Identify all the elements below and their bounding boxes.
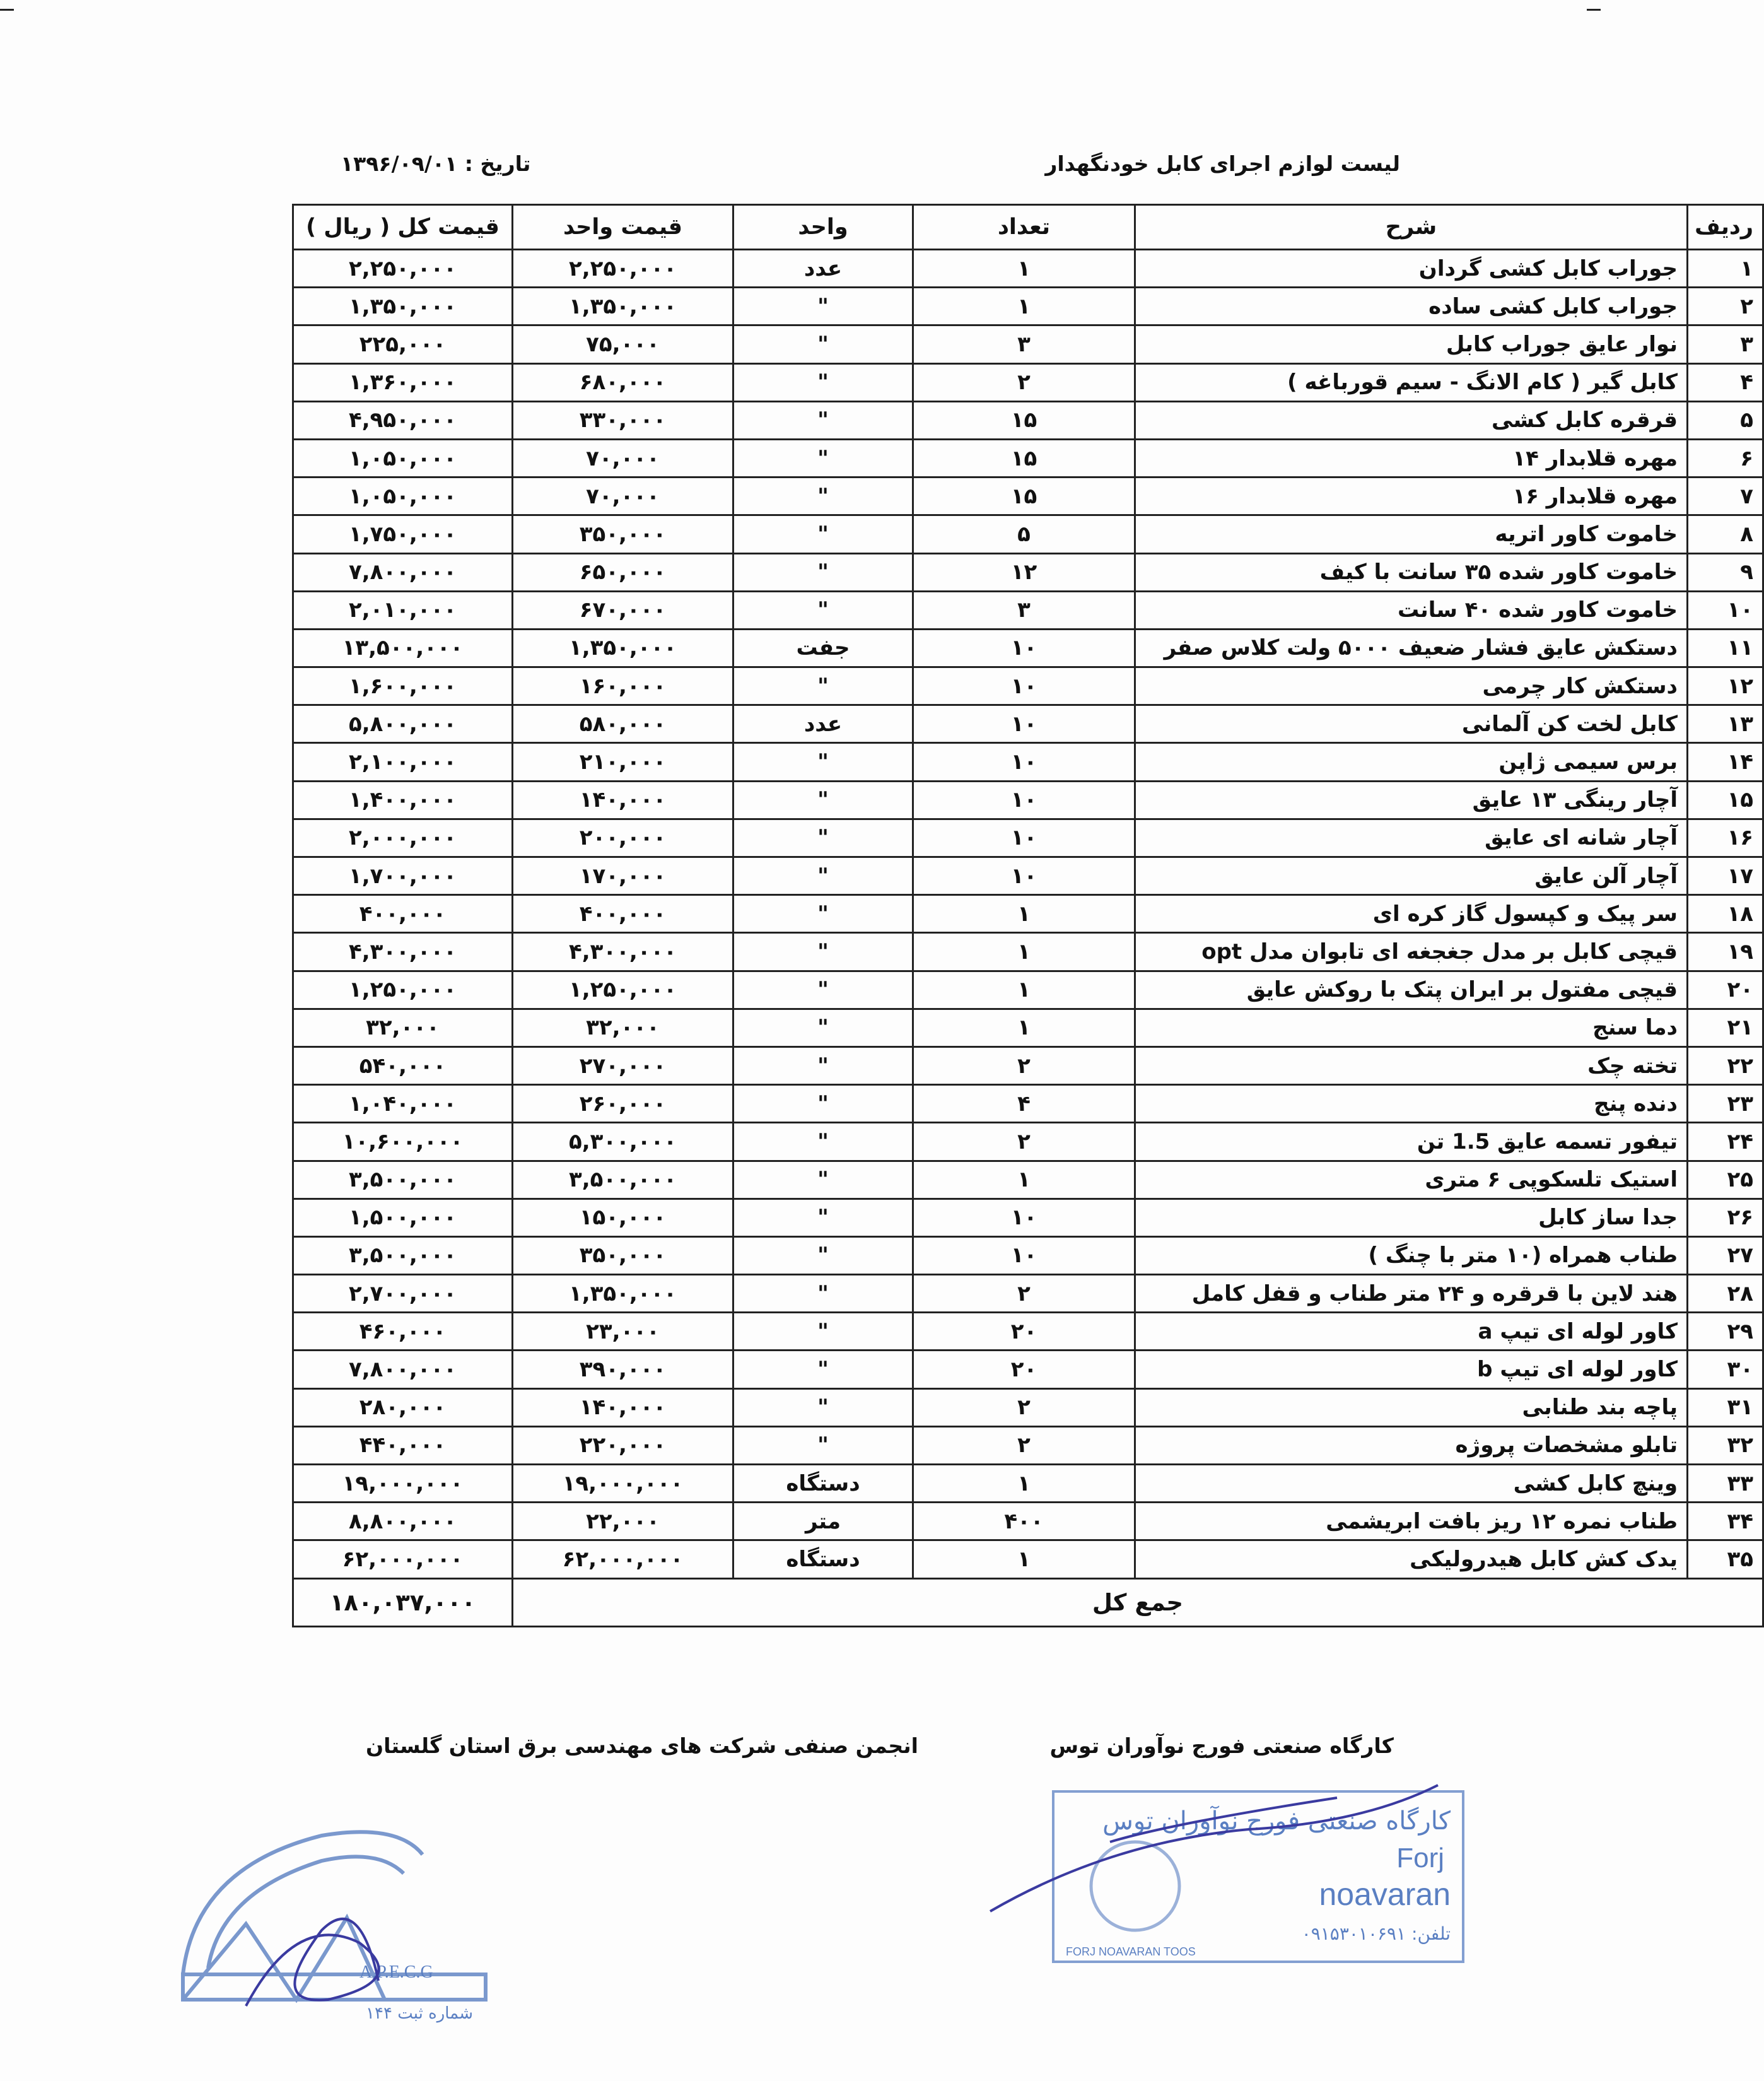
cell-quantity: ۴ — [913, 1085, 1135, 1123]
cell-total-price: ۱,۷۰۰,۰۰۰ — [293, 857, 513, 895]
cell-total-price: ۴۰۰,۰۰۰ — [293, 895, 513, 933]
table-row — [293, 288, 1763, 325]
cell-description: مهره قلابدار ۱۶ — [1135, 478, 1688, 515]
cell-unit-price: ۳۳۰,۰۰۰ — [513, 401, 733, 439]
cell-description: خاموت کاور شده ۳۵ سانت با کیف — [1135, 553, 1688, 591]
cell-description: آچار شانه ای عایق — [1135, 819, 1688, 857]
cell-quantity: ۱۲ — [913, 553, 1135, 591]
cell-quantity: ۱ — [913, 1161, 1135, 1199]
cell-total-price: ۱,۵۰۰,۰۰۰ — [293, 1199, 513, 1236]
table-row — [293, 515, 1763, 553]
cell-description: کاور لوله ای تیپ a — [1135, 1313, 1688, 1351]
cell-quantity: ۲۰ — [913, 1351, 1135, 1388]
cell-row-number: ۲۲ — [1688, 1046, 1763, 1084]
association-stamp — [170, 1817, 498, 2025]
cell-total-price: ۱,۳۶۰,۰۰۰ — [293, 363, 513, 401]
cell-row-number: ۳ — [1688, 325, 1763, 363]
cell-total-price: ۴,۳۰۰,۰۰۰ — [293, 933, 513, 971]
cell-total-price: ۶۲,۰۰۰,۰۰۰ — [293, 1540, 513, 1578]
cell-quantity: ۲۰ — [913, 1313, 1135, 1351]
cell-row-number: ۹ — [1688, 553, 1763, 591]
grand-total-value: ۱۸۰,۰۳۷,۰۰۰ — [293, 1578, 513, 1626]
cell-row-number: ۱ — [1688, 250, 1763, 288]
cell-row-number: ۱۴ — [1688, 743, 1763, 781]
cell-total-price: ۷,۸۰۰,۰۰۰ — [293, 1351, 513, 1388]
table-row — [293, 667, 1763, 705]
cell-description: برس سیمی ژاپن — [1135, 743, 1688, 781]
cell-row-number: ۵ — [1688, 401, 1763, 439]
cell-quantity: ۱۰ — [913, 629, 1135, 667]
cell-description: پاچه بند طنابی — [1135, 1388, 1688, 1426]
cell-unit-price: ۳۵۰,۰۰۰ — [513, 1236, 733, 1274]
items-table — [292, 204, 1764, 1627]
cell-row-number: ۲۷ — [1688, 1236, 1763, 1274]
cell-description: آچار آلن عایق — [1135, 857, 1688, 895]
cell-unit: " — [733, 515, 913, 553]
cell-unit-price: ۳۲,۰۰۰ — [513, 1009, 733, 1046]
cell-row-number: ۳۴ — [1688, 1503, 1763, 1540]
cell-row-number: ۴ — [1688, 363, 1763, 401]
cell-row-number: ۶ — [1688, 439, 1763, 477]
cell-row-number: ۱۷ — [1688, 857, 1763, 895]
cell-row-number: ۲ — [1688, 288, 1763, 325]
cell-quantity: ۱ — [913, 250, 1135, 288]
cell-unit: " — [733, 1199, 913, 1236]
table-row — [293, 1351, 1763, 1388]
cell-total-price: ۱,۶۰۰,۰۰۰ — [293, 667, 513, 705]
cell-row-number: ۲۹ — [1688, 1313, 1763, 1351]
cell-quantity: ۱۰ — [913, 705, 1135, 743]
header-description: شرح — [1135, 205, 1688, 250]
cell-unit-price: ۲۳,۰۰۰ — [513, 1313, 733, 1351]
cell-row-number: ۸ — [1688, 515, 1763, 553]
cell-quantity: ۲ — [913, 1123, 1135, 1161]
table-row — [293, 478, 1763, 515]
cell-row-number: ۳۰ — [1688, 1351, 1763, 1388]
cell-description: نوار عایق جوراب کابل — [1135, 325, 1688, 363]
cell-unit-price: ۱,۳۵۰,۰۰۰ — [513, 1275, 733, 1313]
table-row — [293, 1465, 1763, 1503]
cell-total-price: ۲,۰۱۰,۰۰۰ — [293, 591, 513, 629]
cell-unit: " — [733, 895, 913, 933]
table-row — [293, 895, 1763, 933]
cell-unit: عدد — [733, 250, 913, 288]
cell-description: طناب همراه (۱۰ متر با چنگ ) — [1135, 1236, 1688, 1274]
cell-unit: " — [733, 1236, 913, 1274]
table-row — [293, 1275, 1763, 1313]
stamp-abbr: A.P.E.C.G — [359, 1962, 433, 1982]
cell-unit: " — [733, 553, 913, 591]
cell-unit-price: ۷۰,۰۰۰ — [513, 478, 733, 515]
cell-quantity: ۳ — [913, 591, 1135, 629]
cell-unit-price: ۱,۳۵۰,۰۰۰ — [513, 629, 733, 667]
cell-row-number: ۱۳ — [1688, 705, 1763, 743]
cell-description: سر پیک و کپسول گاز کره ای — [1135, 895, 1688, 933]
cell-unit-price: ۵۸۰,۰۰۰ — [513, 705, 733, 743]
cell-row-number: ۱۶ — [1688, 819, 1763, 857]
table-row — [293, 1388, 1763, 1426]
cell-total-price: ۴,۹۵۰,۰۰۰ — [293, 401, 513, 439]
table-row — [293, 363, 1763, 401]
cell-unit-price: ۲۱۰,۰۰۰ — [513, 743, 733, 781]
cell-description: کاور لوله ای تیپ b — [1135, 1351, 1688, 1388]
cell-quantity: ۱۰ — [913, 1236, 1135, 1274]
stamp-company-name: کارگاه صنعتی فورج نوآوران توس — [1102, 1807, 1451, 1836]
cell-unit-price: ۱۵۰,۰۰۰ — [513, 1199, 733, 1236]
table-row — [293, 933, 1763, 971]
cell-description: تیفور تسمه عایق 1.5 تن — [1135, 1123, 1688, 1161]
cell-description: دستکش عایق فشار ضعیف ۵۰۰۰ ولت کلاس صفر — [1135, 629, 1688, 667]
cell-quantity: ۱۵ — [913, 401, 1135, 439]
cell-unit: جفت — [733, 629, 913, 667]
table-row — [293, 401, 1763, 439]
cell-description: استیک تلسکوپی ۶ متری — [1135, 1161, 1688, 1199]
header-row-number: ردیف — [1688, 205, 1763, 250]
cell-description: خاموت کاور اتریه — [1135, 515, 1688, 553]
cell-description: طناب نمره ۱۲ ریز بافت ابریشمی — [1135, 1503, 1688, 1540]
table-row — [293, 325, 1763, 363]
cell-description: قیچی مفتول بر ایران پتک با روکش عایق — [1135, 971, 1688, 1009]
cell-quantity: ۱۵ — [913, 439, 1135, 477]
cell-description: جدا ساز کابل — [1135, 1199, 1688, 1236]
table-row — [293, 1085, 1763, 1123]
cell-unit-price: ۲۲۰,۰۰۰ — [513, 1426, 733, 1464]
cell-unit: " — [733, 401, 913, 439]
cell-unit: " — [733, 781, 913, 819]
cell-row-number: ۷ — [1688, 478, 1763, 515]
cell-description: کابل گیر ( کام الانگ - سیم قورباغه ) — [1135, 363, 1688, 401]
cell-row-number: ۱۲ — [1688, 667, 1763, 705]
cell-row-number: ۲۱ — [1688, 1009, 1763, 1046]
cell-row-number: ۲۵ — [1688, 1161, 1763, 1199]
cell-unit-price: ۱۹,۰۰۰,۰۰۰ — [513, 1465, 733, 1503]
cell-total-price: ۱۳,۵۰۰,۰۰۰ — [293, 629, 513, 667]
cell-unit: " — [733, 1085, 913, 1123]
table-row — [293, 1123, 1763, 1161]
cell-unit: عدد — [733, 705, 913, 743]
table-row — [293, 705, 1763, 743]
cell-unit-price: ۲۶۰,۰۰۰ — [513, 1085, 733, 1123]
cell-unit-price: ۴۰۰,۰۰۰ — [513, 895, 733, 933]
table-row — [293, 250, 1763, 288]
cell-total-price: ۳,۵۰۰,۰۰۰ — [293, 1236, 513, 1274]
table-row — [293, 1236, 1763, 1274]
cell-total-price: ۱,۰۵۰,۰۰۰ — [293, 439, 513, 477]
cell-unit: " — [733, 857, 913, 895]
cell-unit: " — [733, 288, 913, 325]
cell-unit-price: ۵,۳۰۰,۰۰۰ — [513, 1123, 733, 1161]
cell-unit: " — [733, 363, 913, 401]
cell-quantity: ۱۰ — [913, 857, 1135, 895]
cell-row-number: ۲۳ — [1688, 1085, 1763, 1123]
cell-total-price: ۱,۷۵۰,۰۰۰ — [293, 515, 513, 553]
cell-quantity: ۱۰ — [913, 781, 1135, 819]
cell-description: جوراب کابل کشی گردان — [1135, 250, 1688, 288]
cell-unit: " — [733, 743, 913, 781]
cell-unit-price: ۶۸۰,۰۰۰ — [513, 363, 733, 401]
signatory-right: کارگاه صنعتی فورج نوآوران توس — [1049, 1733, 1394, 1758]
cell-unit: " — [733, 819, 913, 857]
cell-description: یدک کش کابل هیدرولیکی — [1135, 1540, 1688, 1578]
cell-unit: " — [733, 1351, 913, 1388]
cell-quantity: ۱۰ — [913, 819, 1135, 857]
cell-unit: " — [733, 1161, 913, 1199]
cell-total-price: ۱۹,۰۰۰,۰۰۰ — [293, 1465, 513, 1503]
cell-description: دنده پنج — [1135, 1085, 1688, 1123]
cell-total-price: ۵,۸۰۰,۰۰۰ — [293, 705, 513, 743]
table-row — [293, 439, 1763, 477]
grand-total-label: جمع کل — [513, 1578, 1763, 1626]
cell-unit-price: ۶۷۰,۰۰۰ — [513, 591, 733, 629]
cell-unit: " — [733, 478, 913, 515]
cell-unit-price: ۲۲,۰۰۰ — [513, 1503, 733, 1540]
cell-unit-price: ۳۵۰,۰۰۰ — [513, 515, 733, 553]
cell-quantity: ۱ — [913, 971, 1135, 1009]
stamp-phone: تلفن: ۰۹۱۵۳۰۱۰۶۹۱ — [1301, 1923, 1451, 1944]
cell-unit: " — [733, 1275, 913, 1313]
cell-total-price: ۳,۵۰۰,۰۰۰ — [293, 1161, 513, 1199]
cell-unit: " — [733, 1046, 913, 1084]
cell-total-price: ۱,۲۵۰,۰۰۰ — [293, 971, 513, 1009]
cell-description: وینچ کابل کشی — [1135, 1465, 1688, 1503]
cell-unit: " — [733, 971, 913, 1009]
cell-unit-price: ۱۴۰,۰۰۰ — [513, 1388, 733, 1426]
cell-unit-price: ۶۵۰,۰۰۰ — [513, 553, 733, 591]
cell-unit: " — [733, 933, 913, 971]
cell-unit: متر — [733, 1503, 913, 1540]
cell-total-price: ۲۸۰,۰۰۰ — [293, 1388, 513, 1426]
cell-total-price: ۱,۳۵۰,۰۰۰ — [293, 288, 513, 325]
cell-description: تابلو مشخصات پروژه — [1135, 1426, 1688, 1464]
cell-unit: " — [733, 325, 913, 363]
cell-unit-price: ۲,۲۵۰,۰۰۰ — [513, 250, 733, 288]
cell-row-number: ۳۵ — [1688, 1540, 1763, 1578]
cell-row-number: ۳۳ — [1688, 1465, 1763, 1503]
document-title: لیست لوازم اجرای کابل خودنگهدار — [1045, 151, 1400, 176]
cell-unit-price: ۳۹۰,۰۰۰ — [513, 1351, 733, 1388]
cell-total-price: ۸,۸۰۰,۰۰۰ — [293, 1503, 513, 1540]
scan-mark — [0, 9, 14, 11]
cell-unit: " — [733, 1388, 913, 1426]
grand-total-row — [293, 1578, 1763, 1626]
stamp-line1: Forj — [1396, 1843, 1444, 1873]
table-row — [293, 1313, 1763, 1351]
cell-description: قرقره کابل کشی — [1135, 401, 1688, 439]
cell-unit-price: ۷۵,۰۰۰ — [513, 325, 733, 363]
table-row — [293, 1161, 1763, 1199]
cell-quantity: ۱ — [913, 1465, 1135, 1503]
scan-mark — [1587, 9, 1601, 11]
cell-description: خاموت کاور شده ۴۰ سانت — [1135, 591, 1688, 629]
cell-quantity: ۱۰ — [913, 1199, 1135, 1236]
cell-row-number: ۱۱ — [1688, 629, 1763, 667]
cell-row-number: ۱۹ — [1688, 933, 1763, 971]
header-unit-price: قیمت واحد — [513, 205, 733, 250]
cell-total-price: ۱,۴۰۰,۰۰۰ — [293, 781, 513, 819]
cell-quantity: ۲ — [913, 1388, 1135, 1426]
cell-row-number: ۳۱ — [1688, 1388, 1763, 1426]
cell-description: جوراب کابل کشی ساده — [1135, 288, 1688, 325]
cell-unit-price: ۱,۲۵۰,۰۰۰ — [513, 971, 733, 1009]
cell-unit-price: ۳,۵۰۰,۰۰۰ — [513, 1161, 733, 1199]
cell-row-number: ۲۰ — [1688, 971, 1763, 1009]
cell-total-price: ۲,۷۰۰,۰۰۰ — [293, 1275, 513, 1313]
cell-unit-price: ۱,۳۵۰,۰۰۰ — [513, 288, 733, 325]
cell-quantity: ۱۰ — [913, 743, 1135, 781]
table-row — [293, 553, 1763, 591]
cell-total-price: ۴۶۰,۰۰۰ — [293, 1313, 513, 1351]
document-date: تاریخ : ۱۳۹۶/۰۹/۰۱ — [341, 151, 531, 176]
cell-quantity: ۳ — [913, 325, 1135, 363]
table-row — [293, 1426, 1763, 1464]
cell-total-price: ۴۴۰,۰۰۰ — [293, 1426, 513, 1464]
cell-quantity: ۱ — [913, 933, 1135, 971]
cell-quantity: ۱ — [913, 1540, 1135, 1578]
cell-description: کابل لخت کن آلمانی — [1135, 705, 1688, 743]
cell-quantity: ۵ — [913, 515, 1135, 553]
cell-quantity: ۱ — [913, 288, 1135, 325]
cell-row-number: ۲۴ — [1688, 1123, 1763, 1161]
table-row — [293, 1503, 1763, 1540]
table-row — [293, 857, 1763, 895]
cell-description: آچار رینگی ۱۳ عایق — [1135, 781, 1688, 819]
cell-unit: " — [733, 667, 913, 705]
signature-left — [246, 1919, 378, 2006]
cell-quantity: ۲ — [913, 363, 1135, 401]
cell-unit-price: ۴,۳۰۰,۰۰۰ — [513, 933, 733, 971]
cell-total-price: ۲,۲۵۰,۰۰۰ — [293, 250, 513, 288]
cell-quantity: ۱۰ — [913, 667, 1135, 705]
cell-unit: " — [733, 439, 913, 477]
cell-unit-price: ۶۲,۰۰۰,۰۰۰ — [513, 1540, 733, 1578]
cell-unit: " — [733, 591, 913, 629]
cell-unit: دستگاه — [733, 1465, 913, 1503]
stamp-line2: noavaran — [1319, 1877, 1451, 1912]
cell-quantity: ۲ — [913, 1046, 1135, 1084]
table-row — [293, 781, 1763, 819]
table-row — [293, 1199, 1763, 1236]
cell-description: هند لاین با قرقره و ۲۴ متر طناب و قفل کامل — [1135, 1275, 1688, 1313]
cell-description: دما سنج — [1135, 1009, 1688, 1046]
cell-unit: دستگاه — [733, 1540, 913, 1578]
stamp-bottom: FORJ NOAVARAN TOOS — [1066, 1945, 1196, 1958]
cell-unit-price: ۱۷۰,۰۰۰ — [513, 857, 733, 895]
cell-total-price: ۵۴۰,۰۰۰ — [293, 1046, 513, 1084]
cell-total-price: ۲۲۵,۰۰۰ — [293, 325, 513, 363]
company-stamp — [984, 1766, 1476, 1968]
cell-unit-price: ۱۶۰,۰۰۰ — [513, 667, 733, 705]
cell-unit-price: ۷۰,۰۰۰ — [513, 439, 733, 477]
cell-unit: " — [733, 1009, 913, 1046]
cell-row-number: ۱۵ — [1688, 781, 1763, 819]
cell-total-price: ۱,۰۴۰,۰۰۰ — [293, 1085, 513, 1123]
table-row — [293, 971, 1763, 1009]
table-row — [293, 743, 1763, 781]
header-unit: واحد — [733, 205, 913, 250]
table-row — [293, 1046, 1763, 1084]
cell-quantity: ۱ — [913, 895, 1135, 933]
cell-quantity: ۲ — [913, 1426, 1135, 1464]
cell-quantity: ۲ — [913, 1275, 1135, 1313]
cell-row-number: ۲۸ — [1688, 1275, 1763, 1313]
cell-unit: " — [733, 1426, 913, 1464]
cell-description: دستکش کار چرمی — [1135, 667, 1688, 705]
cell-description: قیچی کابل بر مدل جغجغه ای تابوان مدل opt — [1135, 933, 1688, 971]
table-header-row — [293, 205, 1763, 250]
cell-unit: " — [733, 1313, 913, 1351]
cell-quantity: ۱۵ — [913, 478, 1135, 515]
cell-description: تخته چک — [1135, 1046, 1688, 1084]
cell-unit-price: ۲۰۰,۰۰۰ — [513, 819, 733, 857]
table-row — [293, 1009, 1763, 1046]
table-row — [293, 629, 1763, 667]
signatory-left: انجمن صنفی شرکت های مهندسی برق استان گلستان — [366, 1733, 918, 1758]
header-total-price: قیمت کل ( ریال ) — [293, 205, 513, 250]
cell-row-number: ۳۲ — [1688, 1426, 1763, 1464]
stamp-registration: شماره ثبت ۱۴۴ — [366, 2004, 473, 2023]
cell-row-number: ۱۰ — [1688, 591, 1763, 629]
header-quantity: تعداد — [913, 205, 1135, 250]
cell-total-price: ۲,۱۰۰,۰۰۰ — [293, 743, 513, 781]
cell-total-price: ۷,۸۰۰,۰۰۰ — [293, 553, 513, 591]
cell-total-price: ۳۲,۰۰۰ — [293, 1009, 513, 1046]
cell-total-price: ۲,۰۰۰,۰۰۰ — [293, 819, 513, 857]
cell-unit-price: ۱۴۰,۰۰۰ — [513, 781, 733, 819]
cell-total-price: ۱۰,۶۰۰,۰۰۰ — [293, 1123, 513, 1161]
cell-total-price: ۱,۰۵۰,۰۰۰ — [293, 478, 513, 515]
table-row — [293, 819, 1763, 857]
cell-row-number: ۲۶ — [1688, 1199, 1763, 1236]
cell-description: مهره قلابدار ۱۴ — [1135, 439, 1688, 477]
table-row — [293, 1540, 1763, 1578]
cell-unit-price: ۲۷۰,۰۰۰ — [513, 1046, 733, 1084]
table-row — [293, 591, 1763, 629]
cell-quantity: ۱ — [913, 1009, 1135, 1046]
cell-unit: " — [733, 1123, 913, 1161]
cell-quantity: ۴۰۰ — [913, 1503, 1135, 1540]
cell-row-number: ۱۸ — [1688, 895, 1763, 933]
